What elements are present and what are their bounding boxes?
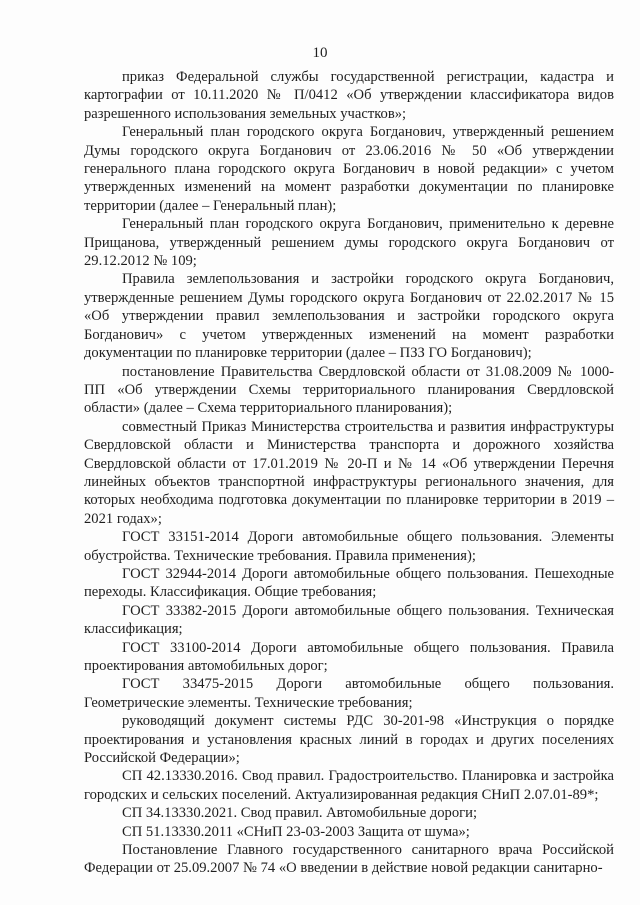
paragraph: СП 34.13330.2021. Свод правил. Автомобильные дороги; — [122, 805, 478, 822]
paragraph: СП 51.13330.2011 «СНиП 23-03-2003 Защита от шума»; — [122, 823, 470, 840]
paragraph: Генеральный план городского округа Богданович, утвержденный решением Думы городского округа Богданович от 23.06.2016 № 50 «Об утверждении генерального плана городского округа Богданович в новой редакции» с учетом утвержденных изменений на момент разработки документации по планировке территории (далее – Генеральный план); — [84, 124, 614, 214]
paragraph: ГОСТ 32944-2014 Дороги автомобильные общего пользования. Пешеходные переходы. Классификация. Общие требования; — [84, 565, 614, 601]
paragraph: СП 42.13330.2016. Свод правил. Градостроительство. Планировка и застройка городских и сельских поселений. Актуализированная редакция СНиП 2.07.01-89*; — [84, 768, 614, 803]
paragraph: Постановление Главного государственного санитарного врача Российской Федерации от 25.09.2007 № 74 «О введении в действие новой редакции санитарно- — [84, 842, 614, 877]
paragraph: совместный Приказ Министерства строительства и развития инфраструктуры Свердловской области и Министерства транспорта и дорожного хозяйства Свердловской области от 17.01.2019 № 20-П и № 14 «Об утверждении Перечня линейных объектов транспортной инфраструктуры регионального значения, для которых необходима подготовка документации по планировке территории в 2019 – 2021 годах»; — [84, 418, 614, 527]
paragraph: ГОСТ 33382-2015 Дороги автомобильные общего пользования. Техническая классификация; — [84, 602, 614, 638]
paragraph: ГОСТ 33475-2015 Дороги автомобильные общего пользования. Геометрические элементы. Технические требования; — [84, 676, 614, 711]
paragraph: ГОСТ 33100-2014 Дороги автомобильные общего пользования. Правила проектирования автомобильных дорог; — [84, 639, 614, 674]
paragraph: Генеральный план городского округа Богданович, применительно к деревне Прищанова, утвержденный решением думы городского округа Богданович от 29.12.2012 № 109; — [84, 216, 614, 270]
paragraph: приказ Федеральной службы государственной регистрации, кадастра и картографии от 10.11.2020 № П/0412 «Об утверждении классификатора видов разрешенного использования земельных участков»; — [84, 69, 614, 122]
page-number: 10 — [312, 45, 328, 61]
paragraph: руководящий документ системы РДС 30-201-98 «Инструкция о порядке проектирования и установления красных линий в городах и других поселениях Российской Федерации»; — [84, 713, 614, 767]
paragraph: постановление Правительства Свердловской области от 31.08.2009 № 1000-ПП «Об утверждении Схемы территориального планирования Свердловской области» (далее – Схема территориального планирования); — [84, 363, 614, 417]
paragraph: Правила землепользования и застройки городского округа Богданович, утвержденные решением Думы городского округа Богданович от 22.02.2017 № 15 «Об утверждении правил землепользования и застройки городского округа Богданович» с учетом утвержденных изменений на момент разработки документации по планировке территории (далее – ПЗЗ ГО Богданович); — [84, 271, 614, 362]
paragraph: ГОСТ 33151-2014 Дороги автомобильные общего пользования. Элементы обустройства. Технические требования. Правила применения); — [84, 529, 614, 564]
document-body — [84, 68, 614, 878]
